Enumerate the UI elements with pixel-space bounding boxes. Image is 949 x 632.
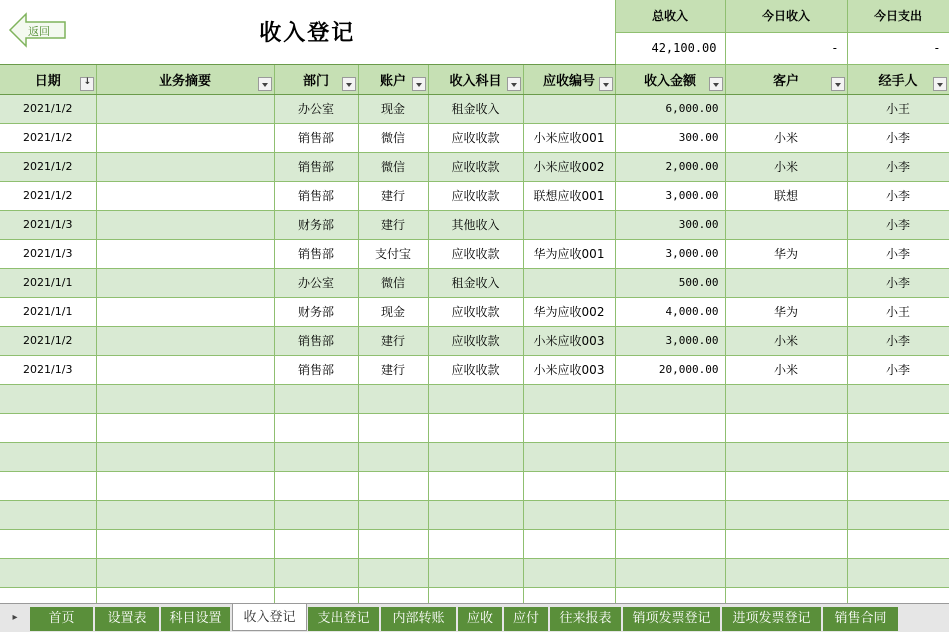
ar-no-cell[interactable] <box>523 210 615 239</box>
dept-cell[interactable] <box>274 471 358 500</box>
account-cell[interactable] <box>358 413 428 442</box>
summary-cell[interactable] <box>96 326 274 355</box>
amount-cell[interactable]: 2,000.00 <box>615 152 725 181</box>
column-header-amount[interactable] <box>615 64 725 94</box>
account-cell[interactable]: 支付宝 <box>358 239 428 268</box>
handler-cell[interactable] <box>847 442 949 471</box>
handler-cell[interactable]: 小李 <box>847 326 949 355</box>
date-cell[interactable]: 2021/1/2 <box>0 181 96 210</box>
amount-cell[interactable]: 4,000.00 <box>615 297 725 326</box>
amount-cell[interactable] <box>615 529 725 558</box>
date-cell[interactable]: 2021/1/1 <box>0 297 96 326</box>
empty-row <box>0 558 949 587</box>
ar-no-cell[interactable]: 小米应收003 <box>523 355 615 384</box>
customer-cell[interactable]: 华为 <box>725 297 847 326</box>
dept-cell[interactable]: 销售部 <box>274 239 358 268</box>
sheet-tab[interactable]: 应收 <box>458 607 503 631</box>
total-income-label: 总收入 <box>615 0 725 32</box>
sheet-tab[interactable]: 应付 <box>504 607 549 631</box>
summary-cell[interactable] <box>96 471 274 500</box>
filter-dropdown-icon[interactable] <box>507 77 521 91</box>
ar-no-cell[interactable]: 华为应收001 <box>523 239 615 268</box>
ar-no-cell[interactable] <box>523 529 615 558</box>
summary-cell[interactable] <box>96 500 274 529</box>
ar-no-cell[interactable] <box>523 384 615 413</box>
amount-cell[interactable]: 500.00 <box>615 268 725 297</box>
sheet-tab[interactable]: 支出登记 <box>308 607 380 631</box>
customer-cell[interactable] <box>725 500 847 529</box>
dept-cell[interactable] <box>274 558 358 587</box>
empty-row <box>0 384 949 413</box>
summary-cell[interactable] <box>96 355 274 384</box>
column-header-handler[interactable] <box>847 64 949 94</box>
customer-cell[interactable] <box>725 413 847 442</box>
today-expense-value[interactable]: - <box>847 32 949 64</box>
customer-cell[interactable]: 小米 <box>725 326 847 355</box>
date-cell[interactable]: 2021/1/3 <box>0 239 96 268</box>
date-cell[interactable] <box>0 384 96 413</box>
amount-cell[interactable]: 3,000.00 <box>615 239 725 268</box>
dept-cell[interactable]: 办公室 <box>274 94 358 123</box>
amount-cell[interactable] <box>615 384 725 413</box>
summary-cell[interactable] <box>96 239 274 268</box>
date-cell[interactable] <box>0 413 96 442</box>
date-cell[interactable]: 2021/1/1 <box>0 268 96 297</box>
subject-cell[interactable] <box>428 384 523 413</box>
filter-dropdown-icon[interactable] <box>933 77 947 91</box>
dept-cell[interactable]: 销售部 <box>274 181 358 210</box>
ar-no-cell[interactable] <box>523 442 615 471</box>
filter-dropdown-icon[interactable] <box>599 77 613 91</box>
back-label: 返回 <box>28 25 50 38</box>
subject-cell[interactable]: 应收收款 <box>428 123 523 152</box>
amount-cell[interactable]: 300.00 <box>615 210 725 239</box>
subject-cell[interactable]: 应收收款 <box>428 297 523 326</box>
filter-dropdown-icon[interactable] <box>831 77 845 91</box>
customer-cell[interactable]: 小米 <box>725 355 847 384</box>
handler-cell[interactable] <box>847 558 949 587</box>
date-cell[interactable] <box>0 442 96 471</box>
column-header-date[interactable] <box>0 64 96 94</box>
dept-cell[interactable]: 财务部 <box>274 297 358 326</box>
subject-cell[interactable] <box>428 413 523 442</box>
subject-cell[interactable]: 租金收入 <box>428 268 523 297</box>
sheet-tab[interactable]: 进项发票登记 <box>722 607 822 631</box>
today-income-value[interactable]: - <box>725 32 847 64</box>
column-label: 经手人 <box>878 73 918 89</box>
handler-cell[interactable]: 小李 <box>847 355 949 384</box>
subject-cell[interactable]: 应收收款 <box>428 239 523 268</box>
amount-cell[interactable]: 20,000.00 <box>615 355 725 384</box>
amount-cell[interactable] <box>615 442 725 471</box>
table-row <box>0 268 949 297</box>
date-cell[interactable] <box>0 529 96 558</box>
account-cell[interactable] <box>358 442 428 471</box>
sheet-tab[interactable]: 科目设置 <box>161 607 231 631</box>
summary-cell[interactable] <box>96 384 274 413</box>
account-cell[interactable]: 现金 <box>358 94 428 123</box>
column-header-row <box>0 64 949 94</box>
date-cell[interactable]: 2021/1/2 <box>0 152 96 181</box>
column-label: 应收编号 <box>543 73 596 89</box>
customer-cell[interactable] <box>725 94 847 123</box>
dept-cell[interactable]: 销售部 <box>274 123 358 152</box>
account-cell[interactable] <box>358 558 428 587</box>
date-cell[interactable]: 2021/1/2 <box>0 326 96 355</box>
table-row <box>0 181 949 210</box>
amount-cell[interactable] <box>615 471 725 500</box>
table-row <box>0 210 949 239</box>
summary-cell[interactable] <box>96 268 274 297</box>
customer-cell[interactable] <box>725 529 847 558</box>
amount-cell[interactable]: 6,000.00 <box>615 94 725 123</box>
column-label: 账户 <box>379 73 406 89</box>
subject-cell[interactable] <box>428 558 523 587</box>
handler-cell[interactable]: 小李 <box>847 123 949 152</box>
handler-cell[interactable] <box>847 384 949 413</box>
handler-cell[interactable]: 小王 <box>847 297 949 326</box>
account-cell[interactable] <box>358 500 428 529</box>
ar-no-cell[interactable] <box>523 558 615 587</box>
table-row <box>0 326 949 355</box>
subject-cell[interactable] <box>428 442 523 471</box>
dept-cell[interactable] <box>274 442 358 471</box>
dept-cell[interactable]: 销售部 <box>274 152 358 181</box>
ar-no-cell[interactable] <box>523 94 615 123</box>
amount-cell[interactable]: 300.00 <box>615 123 725 152</box>
column-label: 业务摘要 <box>158 73 211 89</box>
date-cell[interactable]: 2021/1/3 <box>0 210 96 239</box>
customer-cell[interactable] <box>725 384 847 413</box>
empty-row <box>0 500 949 529</box>
subject-cell[interactable] <box>428 471 523 500</box>
subject-cell[interactable]: 租金收入 <box>428 94 523 123</box>
sheet-tab[interactable]: 首页 <box>30 607 94 631</box>
today-income-label: 今日收入 <box>725 0 847 32</box>
date-cell[interactable]: 2021/1/2 <box>0 123 96 152</box>
ar-no-cell[interactable]: 小米应收003 <box>523 326 615 355</box>
customer-cell[interactable]: 小米 <box>725 152 847 181</box>
ar-no-cell[interactable]: 小米应收001 <box>523 123 615 152</box>
back-button[interactable] <box>8 12 68 48</box>
amount-cell[interactable] <box>615 500 725 529</box>
filter-dropdown-icon[interactable] <box>709 77 723 91</box>
summary-cell[interactable] <box>96 529 274 558</box>
table-row <box>0 297 949 326</box>
filter-dropdown-icon[interactable] <box>258 77 272 91</box>
handler-cell[interactable]: 小李 <box>847 268 949 297</box>
customer-cell[interactable] <box>725 558 847 587</box>
account-cell[interactable]: 建行 <box>358 181 428 210</box>
dept-cell[interactable] <box>274 529 358 558</box>
ar-no-cell[interactable] <box>523 471 615 500</box>
ar-no-cell[interactable] <box>523 413 615 442</box>
page-title: 收入登记 <box>259 21 356 47</box>
column-label: 客户 <box>773 73 800 89</box>
handler-cell[interactable] <box>847 529 949 558</box>
column-header-summary[interactable] <box>96 64 274 94</box>
ar-no-cell[interactable]: 华为应收002 <box>523 297 615 326</box>
column-header-dept[interactable] <box>274 64 358 94</box>
account-cell[interactable] <box>358 471 428 500</box>
empty-row <box>0 442 949 471</box>
sheet-tab[interactable]: 销售合同 <box>823 607 899 631</box>
sheet-tab[interactable]: 往来报表 <box>550 607 622 631</box>
dept-cell[interactable]: 财务部 <box>274 210 358 239</box>
ar-no-cell[interactable]: 联想应收001 <box>523 181 615 210</box>
amount-cell[interactable] <box>615 558 725 587</box>
column-label: 部门 <box>302 73 329 89</box>
date-cell[interactable] <box>0 558 96 587</box>
summary-cell[interactable] <box>96 210 274 239</box>
sheet-tab[interactable]: 内部转账 <box>381 607 457 631</box>
ar-no-cell[interactable]: 小米应收002 <box>523 152 615 181</box>
table-row <box>0 123 949 152</box>
dept-cell[interactable] <box>274 384 358 413</box>
date-cell[interactable]: 2021/1/3 <box>0 355 96 384</box>
column-label: 收入金额 <box>644 73 697 89</box>
tab-scroll-icon[interactable]: ▸ <box>12 612 18 623</box>
handler-cell[interactable]: 小王 <box>847 94 949 123</box>
filter-dropdown-icon[interactable] <box>412 77 426 91</box>
amount-cell[interactable]: 3,000.00 <box>615 181 725 210</box>
table-row <box>0 239 949 268</box>
dept-cell[interactable]: 销售部 <box>274 326 358 355</box>
sheet-tab[interactable]: 销项发票登记 <box>623 607 721 631</box>
empty-row <box>0 413 949 442</box>
summary-cell[interactable] <box>96 94 274 123</box>
account-cell[interactable]: 建行 <box>358 355 428 384</box>
amount-cell[interactable]: 3,000.00 <box>615 326 725 355</box>
date-cell[interactable]: 2021/1/2 <box>0 94 96 123</box>
handler-cell[interactable]: 小李 <box>847 239 949 268</box>
column-label: 收入科目 <box>449 73 502 89</box>
account-cell[interactable]: 微信 <box>358 123 428 152</box>
subject-cell[interactable]: 应收收款 <box>428 152 523 181</box>
total-income-value[interactable]: 42,100.00 <box>615 32 725 64</box>
column-header-account[interactable] <box>358 64 428 94</box>
column-header-customer[interactable] <box>725 64 847 94</box>
column-label: 日期 <box>34 73 61 89</box>
dept-cell[interactable]: 办公室 <box>274 268 358 297</box>
column-header-ar-no[interactable] <box>523 64 615 94</box>
account-cell[interactable]: 建行 <box>358 210 428 239</box>
account-cell[interactable] <box>358 384 428 413</box>
customer-cell[interactable] <box>725 210 847 239</box>
table-row <box>0 94 949 123</box>
subject-cell[interactable]: 应收收款 <box>428 355 523 384</box>
table-row <box>0 152 949 181</box>
date-cell[interactable] <box>0 500 96 529</box>
table-row <box>0 355 949 384</box>
handler-cell[interactable]: 小李 <box>847 152 949 181</box>
subject-cell[interactable]: 应收收款 <box>428 181 523 210</box>
subject-cell[interactable] <box>428 529 523 558</box>
subject-cell[interactable]: 其他收入 <box>428 210 523 239</box>
title-area <box>0 0 615 64</box>
sheet-tab[interactable]: 收入登记 <box>232 604 307 631</box>
sort-desc-icon[interactable] <box>80 77 94 91</box>
handler-cell[interactable]: 小李 <box>847 181 949 210</box>
handler-cell[interactable] <box>847 500 949 529</box>
customer-cell[interactable] <box>725 268 847 297</box>
customer-cell[interactable]: 联想 <box>725 181 847 210</box>
handler-cell[interactable] <box>847 471 949 500</box>
handler-cell[interactable] <box>847 413 949 442</box>
subject-cell[interactable] <box>428 500 523 529</box>
sheet-tab-bar <box>0 603 949 632</box>
handler-cell[interactable]: 小李 <box>847 210 949 239</box>
amount-cell[interactable] <box>615 413 725 442</box>
summary-cell[interactable] <box>96 181 274 210</box>
summary-cell[interactable] <box>96 152 274 181</box>
date-cell[interactable] <box>0 471 96 500</box>
customer-cell[interactable]: 华为 <box>725 239 847 268</box>
account-cell[interactable]: 现金 <box>358 297 428 326</box>
customer-cell[interactable]: 小米 <box>725 123 847 152</box>
empty-row <box>0 471 949 500</box>
summary-cell[interactable] <box>96 442 274 471</box>
account-cell[interactable]: 微信 <box>358 152 428 181</box>
column-header-subject[interactable] <box>428 64 523 94</box>
subject-cell[interactable]: 应收收款 <box>428 326 523 355</box>
empty-row <box>0 529 949 558</box>
account-cell[interactable] <box>358 529 428 558</box>
sheet-tab[interactable]: 设置表 <box>95 607 160 631</box>
ar-no-cell[interactable] <box>523 268 615 297</box>
customer-cell[interactable] <box>725 471 847 500</box>
dept-cell[interactable] <box>274 500 358 529</box>
account-cell[interactable]: 建行 <box>358 326 428 355</box>
summary-cell[interactable] <box>96 297 274 326</box>
today-expense-label: 今日支出 <box>847 0 949 32</box>
dept-cell[interactable] <box>274 413 358 442</box>
summary-cell[interactable] <box>96 123 274 152</box>
summary-cell[interactable] <box>96 413 274 442</box>
filter-dropdown-icon[interactable] <box>342 77 356 91</box>
customer-cell[interactable] <box>725 442 847 471</box>
account-cell[interactable]: 微信 <box>358 268 428 297</box>
table-body <box>0 94 949 616</box>
ar-no-cell[interactable] <box>523 500 615 529</box>
dept-cell[interactable]: 销售部 <box>274 355 358 384</box>
summary-cell[interactable] <box>96 558 274 587</box>
